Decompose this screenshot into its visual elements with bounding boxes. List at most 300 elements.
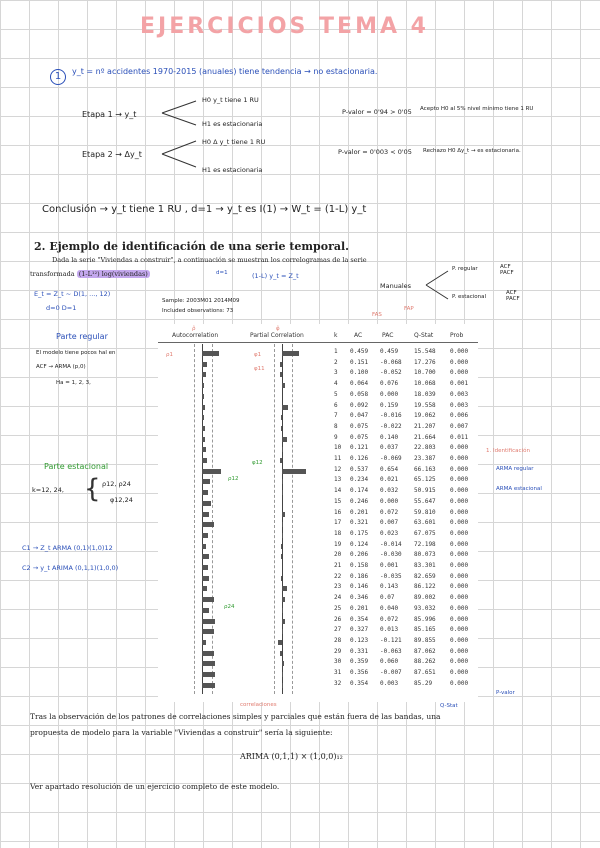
ac-bar xyxy=(202,383,204,388)
prob-cell: 0.000 xyxy=(450,583,469,591)
pac-bar xyxy=(282,608,283,613)
pac-bar xyxy=(278,640,282,645)
identificacion-note: 1. Identificación xyxy=(486,448,530,454)
table-row xyxy=(158,369,478,380)
pac-cell: 0.001 xyxy=(380,562,399,569)
table-row xyxy=(158,616,478,627)
qstat-cell: 63.601 xyxy=(414,519,436,527)
table-row xyxy=(158,476,478,487)
lag-cell: 14 xyxy=(334,487,342,495)
table-row xyxy=(158,605,478,616)
qstat-cell: 93.032 xyxy=(414,604,436,612)
prob-cell: 0.000 xyxy=(450,647,469,655)
pac-cell: 0.143 xyxy=(380,583,399,591)
note-manuales: Manuales xyxy=(380,282,412,290)
pac-bar xyxy=(282,447,283,452)
qstat-cell: 23.387 xyxy=(414,455,436,462)
pac-cell: -0.068 xyxy=(380,358,402,366)
table-row xyxy=(158,402,478,413)
header-partial-correlation: Partial Correlation xyxy=(250,332,304,339)
table-row xyxy=(158,519,478,530)
header-autocorrelation: Autocorrelation xyxy=(172,332,219,339)
lag-cell: 12 xyxy=(334,465,342,473)
note-model: (1-L) y_t = Z_t xyxy=(252,272,299,280)
ac-cell: 0.146 xyxy=(350,583,369,591)
qstat-cell: 85.165 xyxy=(414,626,436,634)
ac-cell: 0.075 xyxy=(350,422,369,430)
lag-cell: 2 xyxy=(334,358,338,366)
step1-h0: H0 y_t tiene 1 RU xyxy=(202,96,259,104)
note-p-regular: P. regular xyxy=(452,266,478,272)
table-row xyxy=(158,444,478,455)
ac-cell: 0.346 xyxy=(350,594,369,602)
prob-cell: 0.000 xyxy=(450,679,469,687)
lag-cell: 25 xyxy=(334,604,342,612)
ac-bar xyxy=(202,458,207,463)
header-k: k xyxy=(334,332,338,339)
ac-bar xyxy=(202,490,208,495)
ac-cell: 0.123 xyxy=(350,636,369,644)
ac-cell: 0.321 xyxy=(350,519,369,527)
ac-bar xyxy=(202,554,209,559)
pac-cell: 0.023 xyxy=(380,529,399,537)
qstat-cell: 10.068 xyxy=(414,380,436,388)
prob-cell: 0.000 xyxy=(450,519,469,527)
prob-cell: 0.007 xyxy=(450,422,469,430)
qstat-cell: 85.29 xyxy=(414,679,433,687)
ac-cell: 0.092 xyxy=(350,401,369,409)
qstat-cell: 66.163 xyxy=(414,465,436,473)
ac-bar xyxy=(202,597,214,602)
qstat-cell: 83.301 xyxy=(414,562,436,569)
ac-bar xyxy=(202,683,215,688)
prob-cell: 0.000 xyxy=(450,369,469,377)
pvalor-note: P-valor xyxy=(496,690,515,696)
table-row xyxy=(158,669,478,680)
ac-cell: 0.327 xyxy=(350,626,369,634)
table-obs: Included observations: 73 xyxy=(162,308,234,314)
qstat-cell: 50.915 xyxy=(414,487,436,495)
note-p-estacional: P. estacional xyxy=(452,294,487,300)
pac-bar xyxy=(282,479,283,484)
lag-cell: 29 xyxy=(334,647,342,655)
lag-cell: 10 xyxy=(334,444,342,452)
prob-cell: 0.000 xyxy=(450,444,469,452)
ac-bar xyxy=(202,469,221,474)
ac-cell: 0.075 xyxy=(350,433,369,441)
qstat-cell: 21.207 xyxy=(414,422,436,430)
ac-bar xyxy=(202,544,206,549)
pac-bar xyxy=(282,490,283,495)
ac-cell: 0.186 xyxy=(350,572,369,580)
lag-cell: 32 xyxy=(334,679,342,687)
qstat-cell: 89.002 xyxy=(414,594,436,602)
pac-bar xyxy=(281,544,282,549)
qstat-cell: 19.558 xyxy=(414,401,436,409)
note-d: d=0 D=1 xyxy=(46,304,77,312)
pac-bar xyxy=(282,586,287,591)
step2-pvalue: P-valor = 0'003 < 0'05 xyxy=(338,148,412,156)
ac-cell: 0.459 xyxy=(350,348,369,355)
lag-cell: 11 xyxy=(334,455,342,462)
lag-cell: 6 xyxy=(334,401,338,409)
qstat-cell: 65.125 xyxy=(414,476,436,484)
qstat-cell: 88.262 xyxy=(414,658,436,666)
qstat-cell: 86.122 xyxy=(414,583,436,591)
seasonal-lags: k=12, 24, xyxy=(32,486,64,494)
lag-cell: 24 xyxy=(334,594,342,602)
lag-cell: 23 xyxy=(334,583,342,591)
section2-para2 xyxy=(30,270,150,278)
qstat-cell: 82.659 xyxy=(414,572,436,580)
ac-bar xyxy=(202,512,209,517)
pac-cell: 0.159 xyxy=(380,401,399,409)
lag-cell: 18 xyxy=(334,529,342,537)
pac-cell: -0.030 xyxy=(380,551,402,559)
prob-cell: 0.000 xyxy=(450,572,469,580)
ac-cell: 0.126 xyxy=(350,455,369,462)
prob-cell: 0.000 xyxy=(450,476,469,484)
ac-cell: 0.331 xyxy=(350,647,369,655)
ac-cell: 0.175 xyxy=(350,529,369,537)
prob-cell: 0.000 xyxy=(450,529,469,537)
header-rule xyxy=(158,342,478,343)
step1-pvalue: P-valor = 0'94 > 0'05 xyxy=(342,108,412,116)
pink-fas-note: ρ̂ xyxy=(192,326,196,332)
ac-bar xyxy=(202,586,207,591)
ac-bar xyxy=(202,351,219,356)
section-1-number: 1 xyxy=(50,69,66,85)
lag-cell: 4 xyxy=(334,380,338,388)
ac-bar xyxy=(202,619,215,624)
section2-heading: 2. Ejemplo de identificación de una serie temporal. xyxy=(34,240,350,253)
rho12-label: ρ12 xyxy=(228,476,239,482)
pac-cell: 0.072 xyxy=(380,615,399,623)
c2-model: C2 → y_t ARIMA (0,1,1)(1,0,0) xyxy=(22,564,119,572)
ac-cell: 0.100 xyxy=(350,369,369,377)
table-row xyxy=(158,359,478,370)
pac-cell: 0.07 xyxy=(380,594,395,602)
qstat-cell: 67.075 xyxy=(414,529,436,537)
prob-cell: 0.011 xyxy=(450,433,469,441)
pac-cell: -0.016 xyxy=(380,412,402,420)
pac-cell: -0.121 xyxy=(380,636,402,644)
ac-bar xyxy=(202,362,207,367)
pac-cell: 0.060 xyxy=(380,658,399,666)
header-pac: PAC xyxy=(382,332,394,339)
lag-cell: 20 xyxy=(334,551,342,559)
conclusion: Conclusión → y_t tiene 1 RU , d=1 → y_t es I(1) → W_t = (1-L) y_t xyxy=(42,204,367,215)
ac-cell: 0.058 xyxy=(350,390,369,398)
table-row xyxy=(158,583,478,594)
lag-cell: 22 xyxy=(334,572,342,580)
fap-label: FAP xyxy=(404,306,414,312)
prob-cell: 0.000 xyxy=(450,604,469,612)
seasonal-p: ρ12, ρ24 xyxy=(102,480,131,488)
prob-cell: 0.000 xyxy=(450,508,469,516)
pac-bar xyxy=(280,362,282,367)
ac-cell: 0.354 xyxy=(350,679,369,687)
section1-intro: y_t = nº accidentes 1970-2015 (anuales) tiene tendencia → no estacionaria. xyxy=(72,67,378,76)
section2-para1: Dada la serie "Viviendas a construir", a continuación se muestran los correlogramas de la serie xyxy=(52,256,367,264)
step2-result: Rechazo H0 Δy_t → es estacionaria. xyxy=(423,148,521,154)
header-qstat: Q-Stat xyxy=(414,332,434,339)
prob-cell: 0.006 xyxy=(450,412,469,420)
ac-cell: 0.354 xyxy=(350,615,369,623)
pac-cell: 0.007 xyxy=(380,519,399,527)
table-row xyxy=(158,487,478,498)
lag-cell: 26 xyxy=(334,615,342,623)
branch-icon xyxy=(160,98,200,128)
lag-cell: 16 xyxy=(334,508,342,516)
phi2-label: φ11 xyxy=(254,366,265,372)
prob-cell: 0.000 xyxy=(450,487,469,495)
qstat-cell: 59.810 xyxy=(414,508,436,516)
lag-cell: 15 xyxy=(334,497,342,505)
parte-regular: Parte regular xyxy=(56,332,108,341)
ac-cell: 0.201 xyxy=(350,604,369,612)
prob-cell: 0.003 xyxy=(450,401,469,409)
qstat-cell: 55.647 xyxy=(414,497,436,505)
lag-cell: 31 xyxy=(334,669,342,676)
pac-bar xyxy=(282,405,288,410)
footer-para3: Ver apartado resolución de un ejercicio completo de este modelo. xyxy=(30,782,280,791)
pac-bar xyxy=(282,661,284,666)
qstat-cell: 89.855 xyxy=(414,636,436,644)
pac-bar xyxy=(282,383,285,388)
qstat-cell: 72.198 xyxy=(414,540,436,548)
ac-bar xyxy=(202,661,215,666)
ac-bar xyxy=(202,501,211,506)
c1-model: C1 → Z_t ARMA (0,1)(1,0)12 xyxy=(22,544,113,552)
lag-cell: 3 xyxy=(334,369,338,377)
lag-cell: 28 xyxy=(334,636,342,644)
header-prob: Prob xyxy=(450,332,464,339)
table-row xyxy=(158,637,478,648)
ac-bar xyxy=(202,629,214,634)
lag-cell: 5 xyxy=(334,390,338,398)
pac-bar xyxy=(282,597,285,602)
qstat-cell: 87.062 xyxy=(414,647,436,655)
ac-cell: 0.151 xyxy=(350,358,369,366)
pac-bar xyxy=(280,458,282,463)
step2-h0: H0 Δ y_t tiene 1 RU xyxy=(202,138,266,146)
table-row xyxy=(158,530,478,541)
ac-bar xyxy=(202,415,204,420)
pac-cell: -0.063 xyxy=(380,647,402,655)
ac-cell: 0.359 xyxy=(350,658,369,666)
ac-cell: 0.124 xyxy=(350,540,369,548)
prob-cell: 0.000 xyxy=(450,551,469,559)
ac-bar xyxy=(202,576,209,581)
pac-bar xyxy=(281,576,282,581)
regular-note2: ACF → ARMA (p,0) xyxy=(36,364,86,370)
qstat-cell: 17.276 xyxy=(414,358,436,366)
section-number xyxy=(50,64,66,85)
table-row xyxy=(158,391,478,402)
prob-cell: 0.000 xyxy=(450,594,469,602)
ac-bar xyxy=(202,640,206,645)
fas-label: FAS xyxy=(372,312,382,318)
pac-bar xyxy=(282,619,285,624)
pac-cell: -0.069 xyxy=(380,455,402,462)
ac-bar xyxy=(202,522,214,527)
section2-para2-text: transformada xyxy=(30,270,75,278)
ac-cell: 0.064 xyxy=(350,380,369,388)
qstat-note: Q-Stat xyxy=(440,703,458,709)
branch-icon-2 xyxy=(160,138,200,170)
table-row xyxy=(158,455,478,466)
table-row xyxy=(158,466,478,477)
qstat-cell: 80.073 xyxy=(414,551,436,559)
lag-cell: 7 xyxy=(334,412,338,420)
pac-cell: 0.037 xyxy=(380,444,399,452)
qstat-cell: 21.664 xyxy=(414,433,436,441)
pac-bar xyxy=(281,554,282,559)
lag-cell: 9 xyxy=(334,433,338,441)
prob-cell: 0.000 xyxy=(450,358,469,366)
step1-h1: H1 es estacionaria xyxy=(202,120,263,128)
table-row xyxy=(158,498,478,509)
pac-cell: -0.014 xyxy=(380,540,402,548)
qstat-cell: 15.548 xyxy=(414,348,436,355)
regular-note3: Ha = 1, 2, 3, xyxy=(56,380,91,386)
step2-label: Etapa 2 → Δy_t xyxy=(82,150,142,159)
table-row xyxy=(158,509,478,520)
table-row xyxy=(158,380,478,391)
ac-cell: 0.356 xyxy=(350,669,369,676)
pac-bar xyxy=(282,533,283,538)
table-row xyxy=(158,573,478,584)
lag-cell: 27 xyxy=(334,626,342,634)
qstat-cell: 87.651 xyxy=(414,669,436,676)
pac-cell: 0.072 xyxy=(380,508,399,516)
highlighted-formula: (1-L¹²) log(viviendas) xyxy=(78,270,148,278)
pink-fap-note: φ̂ xyxy=(276,326,280,332)
ac-bar xyxy=(202,447,206,452)
step2-h1: H1 es estacionaria xyxy=(202,166,263,174)
ac-cell: 0.174 xyxy=(350,487,369,495)
footer-para2: propuesta de modelo para la variable "Viviendas a construir" sería la siguiente: xyxy=(30,728,333,737)
pac-cell: -0.007 xyxy=(380,669,402,676)
ac-bar xyxy=(202,608,209,613)
pac-cell: 0.140 xyxy=(380,433,399,441)
table-row xyxy=(158,348,478,359)
qstat-cell: 19.062 xyxy=(414,412,436,420)
pac-cell: 0.000 xyxy=(380,390,399,398)
ac-bar xyxy=(202,394,204,399)
ac-cell: 0.121 xyxy=(350,444,369,452)
ac-bar xyxy=(202,672,215,677)
ac-bar xyxy=(202,565,208,570)
prob-cell: 0.000 xyxy=(450,615,469,623)
qstat-cell: 85.996 xyxy=(414,615,436,623)
lag-cell: 17 xyxy=(334,519,342,527)
prob-cell: 0.000 xyxy=(450,562,469,569)
ac-bar xyxy=(202,372,206,377)
pac-cell: 0.021 xyxy=(380,476,399,484)
table-row xyxy=(158,434,478,445)
table-row xyxy=(158,541,478,552)
step1-result: Acepto H0 al 5% nivel mínimo tiene 1 RU xyxy=(420,106,534,112)
table-row xyxy=(158,680,478,691)
rho24-label: ρ24 xyxy=(224,604,235,610)
prob-cell: 0.001 xyxy=(450,380,469,388)
pac-cell: -0.022 xyxy=(380,422,402,430)
prob-cell: 0.000 xyxy=(450,497,469,505)
table-row xyxy=(158,658,478,669)
pac-bar xyxy=(281,426,282,431)
pac-bar xyxy=(280,651,282,656)
ac-bar xyxy=(202,651,214,656)
pac-cell: 0.076 xyxy=(380,380,399,388)
pac-bar xyxy=(282,437,287,442)
pac-cell: 0.013 xyxy=(380,626,399,634)
ac-bar xyxy=(202,437,205,442)
step1-label: Etapa 1 → y_t xyxy=(82,110,137,119)
page-title: EJERCICIOS TEMA 4 xyxy=(140,14,429,39)
pac-cell: -0.052 xyxy=(380,369,402,377)
lag-cell: 19 xyxy=(334,540,342,548)
lag-cell: 13 xyxy=(334,476,342,484)
pac-bar xyxy=(282,469,306,474)
prob-cell: 0.000 xyxy=(450,636,469,644)
footer-formula: ARIMA (0,1,1) × (1,0,0)₁₂ xyxy=(240,752,343,761)
pac-cell: 0.003 xyxy=(380,679,399,687)
rho1-label: ρ1 xyxy=(166,352,173,358)
pac-cell: 0.459 xyxy=(380,348,399,355)
parte-estacional: Parte estacional xyxy=(44,462,109,471)
note-acf-pacf2: ACF PACF xyxy=(506,290,520,302)
ac-cell: 0.201 xyxy=(350,508,369,516)
qstat-cell: 22.803 xyxy=(414,444,436,452)
prob-cell: 0.000 xyxy=(450,348,469,355)
ac-cell: 0.158 xyxy=(350,562,369,569)
ac-cell: 0.047 xyxy=(350,412,369,420)
lag-cell: 21 xyxy=(334,562,342,569)
note-d1: d=1 xyxy=(216,270,228,276)
table-row xyxy=(158,423,478,434)
pac-cell: 0.000 xyxy=(380,497,399,505)
qstat-cell: 18.039 xyxy=(414,390,436,398)
ac-bar xyxy=(202,426,205,431)
pac-bar xyxy=(281,415,282,420)
table-row xyxy=(158,648,478,659)
ac-bar xyxy=(202,533,208,538)
prob-cell: 0.000 xyxy=(450,626,469,634)
prob-cell: 0.000 xyxy=(450,669,469,676)
ac-cell: 0.537 xyxy=(350,465,369,473)
correlaciones-label: correlaciones xyxy=(240,702,277,708)
lag-cell: 30 xyxy=(334,658,342,666)
branch-icon-3 xyxy=(424,268,452,302)
pac-bar xyxy=(282,512,285,517)
arma-estacional-note: ARMA estacional xyxy=(496,486,542,492)
ac-cell: 0.206 xyxy=(350,551,369,559)
ac-bar xyxy=(202,405,205,410)
note-et: E_t = Z_t ~ D(1, ..., 12) xyxy=(34,290,111,298)
table-row xyxy=(158,412,478,423)
pac-cell: 0.032 xyxy=(380,487,399,495)
seasonal-q: φ12,24 xyxy=(110,496,133,504)
qstat-cell: 10.700 xyxy=(414,369,436,377)
brace-icon: { xyxy=(84,474,101,504)
ac-cell: 0.234 xyxy=(350,476,369,484)
pac-cell: -0.035 xyxy=(380,572,402,580)
header-ac: AC xyxy=(354,332,363,339)
pac-cell: 0.040 xyxy=(380,604,399,612)
table-row xyxy=(158,626,478,637)
